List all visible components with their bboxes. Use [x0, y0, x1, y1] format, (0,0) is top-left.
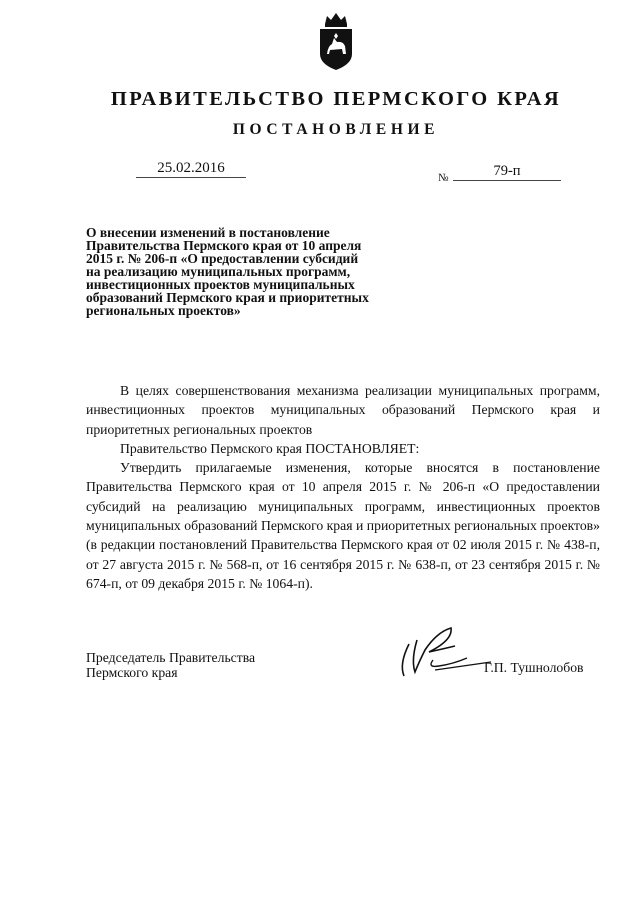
- heading-line: образований Пермского края и приоритетных: [86, 290, 369, 305]
- number-sign: №: [438, 172, 449, 184]
- signatory-title-line: Председатель Правительства: [86, 650, 256, 665]
- document-heading: [86, 226, 416, 317]
- document-date-field: [136, 160, 246, 178]
- document-date: 25.02.2016: [157, 160, 225, 176]
- government-name: ПРАВИТЕЛЬСТВО ПЕРМСКОГО КРАЯ: [110, 88, 562, 110]
- signatory-title: [86, 650, 316, 680]
- document-number-field: [453, 163, 561, 181]
- document-number: 79-п: [493, 163, 521, 179]
- heading-line: 2015 г. № 206-п «О предоставлении субсидий: [86, 251, 359, 266]
- document-body: [86, 381, 600, 593]
- document-type: ПОСТАНОВЛЕНИЕ: [232, 121, 440, 138]
- number-underline: [453, 180, 561, 181]
- resolution-paragraph: Утвердить прилагаемые изменения, которые вносятся в постановление Правительства Пермского края от 10 апреля 2015 г. № 206-п «О предоставлении субсидий на реализацию муниципальных программ, инвестиционных проектов муниципальных образований Пермского края и приоритетных региональных проектов» (в редакции постановлений Правительства Пермского края от 02 июля 2015 г. № 438-п, от 27 августа 2015 г. № 568-п, от 16 сентября 2015 г. № 638-п, от 23 сентября 2015 г. № 674-п, от 09 декабря 2015 г. № 1064-п).: [86, 460, 600, 591]
- preamble-paragraph: В целях совершенствования механизма реализации муниципальных программ, инвестиционных проектов муниципальных образований Пермского края и приоритетных региональных проектов: [86, 383, 600, 437]
- signatory-name: Г.П. Тушнолобов: [484, 660, 584, 675]
- perm-krai-coat-of-arms-icon: [316, 10, 356, 72]
- heading-line: инвестиционных проектов муниципальных: [86, 277, 355, 292]
- handwritten-signature: [395, 612, 495, 682]
- heading-line: О внесении изменений в постановление: [86, 225, 330, 240]
- resolution-statement: Правительство Пермского края ПОСТАНОВЛЯЕТ:: [120, 440, 420, 456]
- signatory-title-line: Пермского края: [86, 665, 178, 680]
- heading-line: на реализацию муниципальных программ,: [86, 264, 351, 279]
- date-underline: [136, 177, 246, 178]
- heading-line: региональных проектов»: [86, 303, 241, 318]
- heading-line: Правительства Пермского края от 10 апреля: [86, 238, 362, 253]
